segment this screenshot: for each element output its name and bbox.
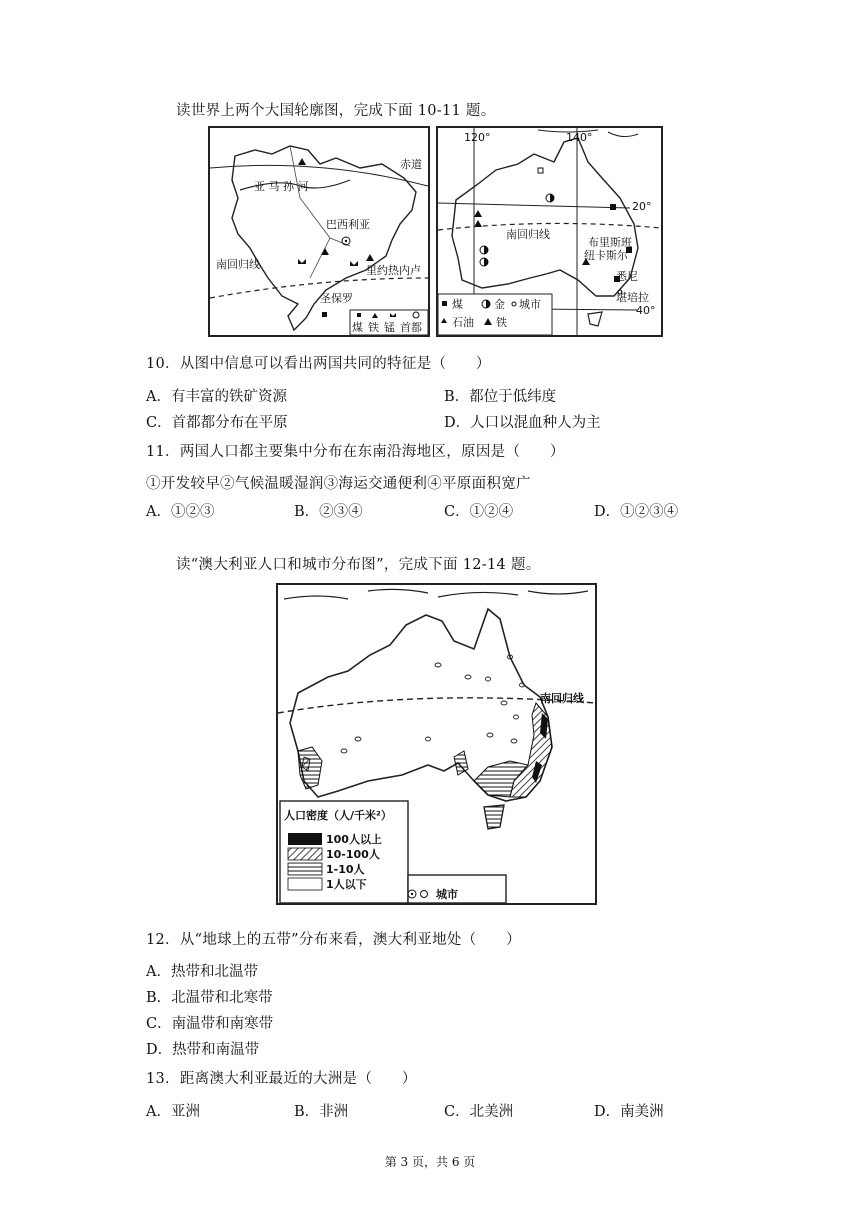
q12-option-d[interactable]: D．热带和南温带 xyxy=(146,1042,260,1058)
q10-option-d[interactable]: D．人口以混血种人为主 xyxy=(444,415,601,431)
legend-title: 人口密度（人/千米²） xyxy=(284,809,392,822)
brisbane-label: 布里斯班 xyxy=(588,236,632,249)
iron-symbol xyxy=(298,158,306,165)
manganese-symbol xyxy=(298,259,306,264)
q12-stem: 12．从“地球上的五带”分布来看，澳大利亚地处（ ） xyxy=(146,932,521,948)
tropic-label: 南回归线 xyxy=(216,258,260,271)
legend-level-2: 10-100人 xyxy=(326,848,380,861)
saopaulo-label: 圣保罗 xyxy=(320,292,353,305)
page-footer: 第 3 页，共 6 页 xyxy=(384,1155,476,1169)
legend-city: 城市 xyxy=(519,298,541,311)
equator-line xyxy=(210,165,428,186)
parallel-20 xyxy=(438,203,630,208)
q12-option-a[interactable]: A．热带和北温带 xyxy=(146,964,258,980)
rio-label: 里约热内卢 xyxy=(366,264,421,277)
legend-level-3: 1-10人 xyxy=(326,863,365,876)
iron-symbol xyxy=(474,220,482,227)
section1-intro: 读世界上两个大国轮廓图，完成下面 10-11 题。 xyxy=(176,103,496,119)
tasmania-outline xyxy=(588,312,602,326)
q10-stem: 10．从图中信息可以看出两国共同的特征是（ ） xyxy=(146,356,491,372)
brazil-legend-coal: 煤 xyxy=(352,321,363,334)
amazon-label: 亚 马 孙 河 xyxy=(254,180,309,193)
brazil-legend-iron: 铁 xyxy=(368,321,379,334)
manganese-symbol xyxy=(350,261,358,266)
iron-symbol xyxy=(366,254,374,261)
population-map xyxy=(276,583,597,905)
legend-gold: 金 xyxy=(494,298,505,311)
population-map-drawing xyxy=(278,585,595,903)
lon120-label: 120° xyxy=(464,131,491,144)
legend-coal: 煤 xyxy=(452,298,463,311)
legend-oil: 石油 xyxy=(452,316,474,329)
sydney-label: 悉尼 xyxy=(616,270,638,283)
brazil-map-drawing xyxy=(210,128,428,335)
q10-option-c[interactable]: C．首都都分布在平原 xyxy=(146,415,288,431)
brazil-legend-capital: 首都 xyxy=(400,321,422,334)
tropic-label: 南回归线 xyxy=(540,692,584,705)
q13-option-c[interactable]: C．北美洲 xyxy=(444,1104,514,1120)
q13-option-b[interactable]: B．非洲 xyxy=(294,1104,349,1120)
q13-option-d[interactable]: D．南美洲 xyxy=(594,1104,664,1120)
q11-stem: 11．两国人口都主要集中分布在东南沿海地区，原因是（ ） xyxy=(146,444,565,460)
canberra-label: 堪培拉 xyxy=(616,291,649,304)
tasmania xyxy=(484,805,504,829)
lon140-label: 140° xyxy=(566,131,593,144)
legend-level-1: 100人以上 xyxy=(326,833,382,846)
australia-resource-map xyxy=(436,126,663,337)
q13-option-a[interactable]: A．亚洲 xyxy=(146,1104,200,1120)
q13-stem: 13．距离澳大利亚最近的大洲是（ ） xyxy=(146,1071,417,1087)
northern-islands xyxy=(284,589,588,599)
q10-option-b[interactable]: B．都位于低纬度 xyxy=(444,389,557,405)
legend-iron: 铁 xyxy=(496,316,507,329)
q12-option-b[interactable]: B．北温带和北寒带 xyxy=(146,990,273,1006)
lat20-label: 20° xyxy=(632,200,652,213)
q11-option-d[interactable]: D．①②③④ xyxy=(594,504,679,520)
equator-label: 赤道 xyxy=(400,158,422,171)
newcastle-label: 纽卡斯尔 xyxy=(584,249,628,262)
iron-symbol xyxy=(474,210,482,217)
lat40-label: 40° xyxy=(636,304,656,317)
q11-statements: ①开发较早②气候温暖湿润③海运交通便利④平原面积宽广 xyxy=(146,476,531,492)
tropic-line xyxy=(210,278,428,298)
brazil-map xyxy=(208,126,430,337)
q11-option-b[interactable]: B．②③④ xyxy=(294,504,363,520)
section2-intro: 读“澳大利亚人口和城市分布图”，完成下面 12-14 题。 xyxy=(176,557,541,573)
q12-option-c[interactable]: C．南温带和南寒带 xyxy=(146,1016,274,1032)
iron-symbol xyxy=(321,248,329,255)
legend-level-4: 1人以下 xyxy=(326,878,367,891)
legend-city: 城市 xyxy=(436,888,458,901)
q11-option-a[interactable]: A．①②③ xyxy=(146,504,215,520)
city-symbol xyxy=(538,168,543,173)
q10-option-a[interactable]: A．有丰富的铁矿资源 xyxy=(146,389,287,405)
australia-resource-drawing xyxy=(438,128,661,335)
q11-option-c[interactable]: C．①②④ xyxy=(444,504,514,520)
capital-label: 巴西利亚 xyxy=(326,218,370,231)
brazil-legend-manganese: 锰 xyxy=(384,321,395,334)
coal-symbol xyxy=(610,204,616,210)
coal-symbol xyxy=(322,312,327,317)
tropic-label: 南回归线 xyxy=(506,228,550,241)
